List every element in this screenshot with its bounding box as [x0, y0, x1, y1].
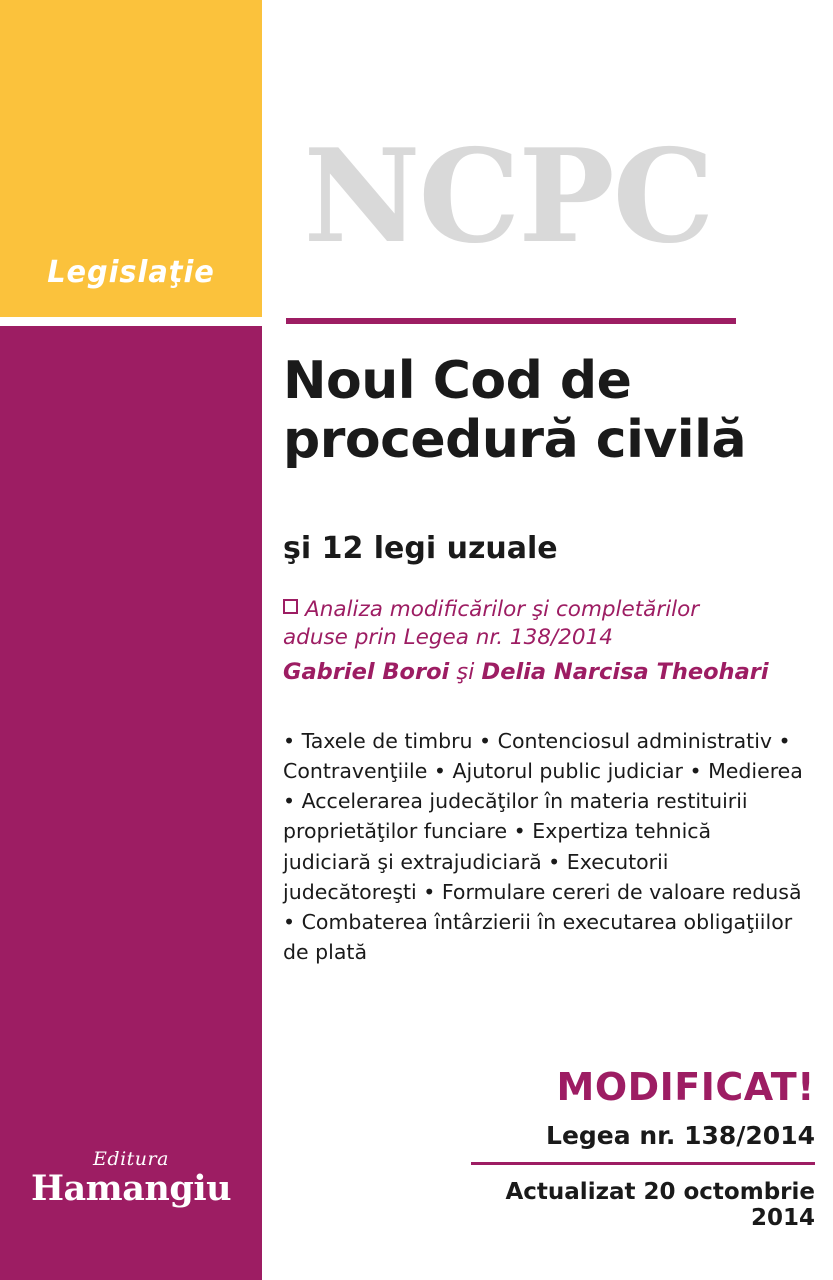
publisher-logo: [0, 1148, 262, 1209]
status-badge-block: [471, 1065, 815, 1231]
cover-content: [283, 0, 815, 1280]
book-title-line-2: procedură civilă: [283, 409, 747, 470]
band-separator: [0, 317, 262, 326]
badge-law-reference: Legea nr. 138/2014: [546, 1121, 815, 1150]
analysis-note-text: Analiza modificărilor şi completărilor aduse prin Legea nr. 138/2014: [283, 597, 700, 651]
magenta-band: [0, 326, 262, 1280]
book-title-line-1: Noul Cod de: [283, 351, 632, 411]
divider-bottom: [471, 1162, 815, 1165]
acronym-ncpc: NCPC: [303, 122, 713, 272]
square-bullet-icon: [283, 599, 298, 614]
left-color-band: [0, 0, 262, 1280]
analysis-note: [283, 596, 753, 653]
author-primary: Gabriel Boroi: [283, 659, 450, 685]
book-title: [283, 352, 815, 470]
contents-bullet-list: • Taxele de timbru • Contenciosul administrativ • Contravenţiile • Ajutorul public judiciar • Medierea • Accelerarea judecăţilor în materia restituirii proprietăţilor funciare • Expertiza tehnică judiciară şi extrajudiciară • Executorii judecătoreşti • Formulare cereri de valoare redusă • Combaterea întârzierii în executarea obligaţiilor de plată: [283, 729, 803, 964]
publisher-prefix: Editura: [93, 1148, 169, 1170]
status-badge: MODIFICAT!: [556, 1065, 815, 1109]
divider-top: [286, 318, 736, 324]
badge-update-date: Actualizat 20 octombrie 2014: [505, 1179, 815, 1231]
publisher-name: Hamangiu: [30, 1168, 232, 1209]
authors-conjunction: şi: [449, 659, 482, 685]
authors: [283, 659, 783, 685]
collection-label: Legislaţie: [47, 255, 215, 290]
book-subtitle: şi 12 legi uzuale: [283, 531, 558, 566]
author-secondary: Delia Narcisa Theohari: [481, 659, 769, 685]
